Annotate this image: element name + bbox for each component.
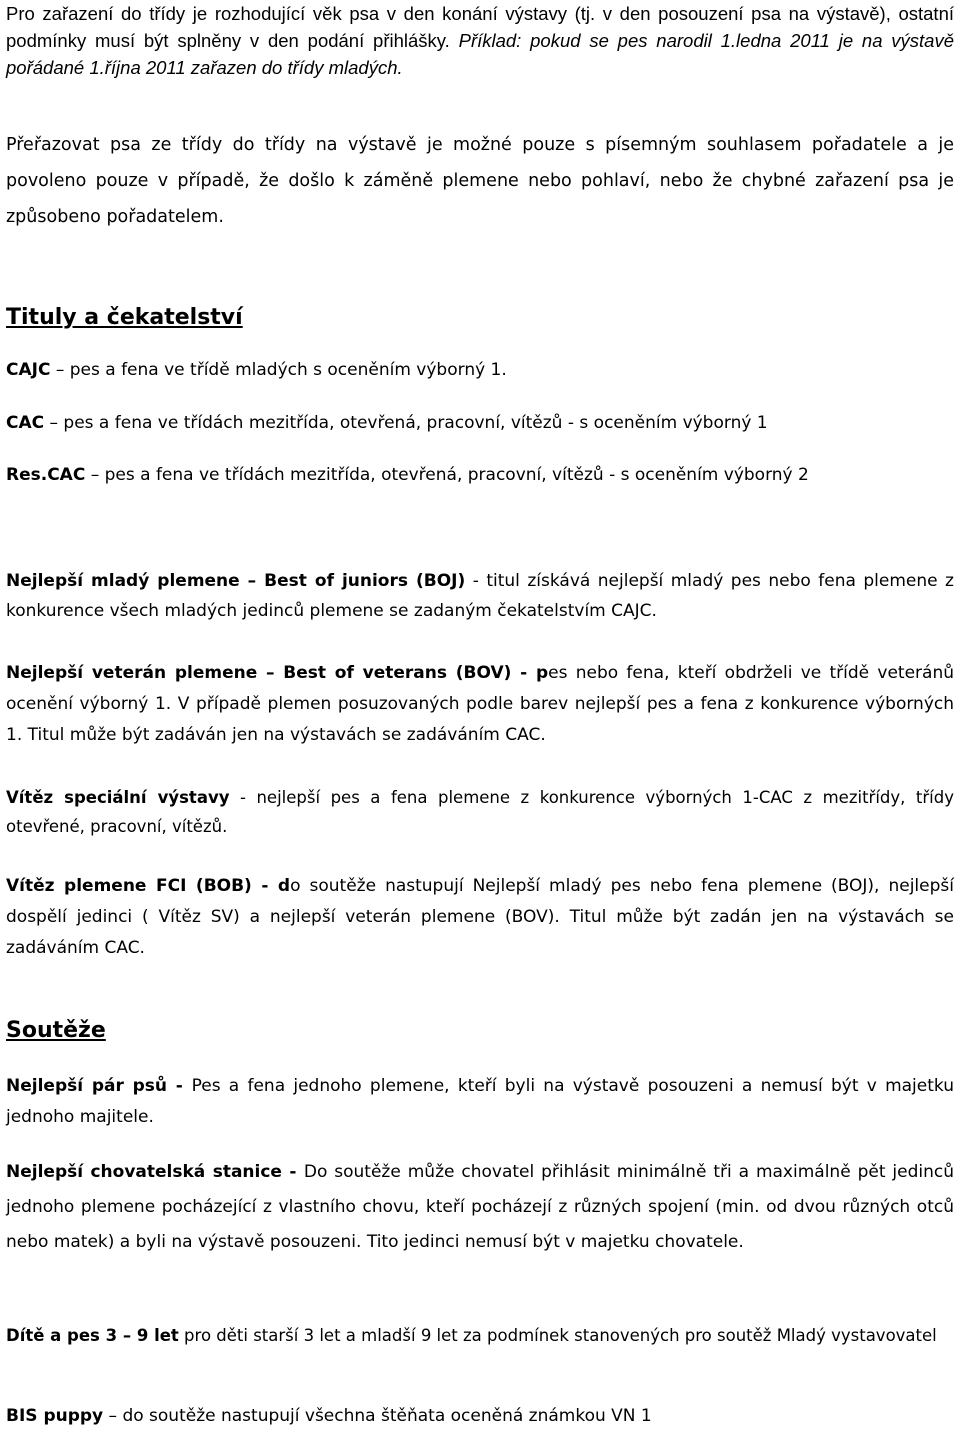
bis-puppy-paragraph [6, 1406, 652, 1426]
puppy-desc: – do soutěže nastupují všechna štěňata oceněná známkou VN 1 [103, 1406, 652, 1426]
title-desc: – pes a fena ve třídách mezitřída, otevřená, pracovní, vítězů - s oceněním výborný 1 [44, 413, 768, 433]
titles-heading: Tituly a čekatelství [6, 305, 243, 330]
title-row-res-cac [6, 465, 809, 485]
bov-term: Nejlepší veterán plemene – Best of veterans (BOV) - p [6, 663, 549, 683]
title-term: CAJC [6, 360, 51, 380]
special-desc: - nejlepší pes a fena plemene z konkurence výborných 1-CAC z mezitřídy, třídy otevřené, pracovní, vítězů. [6, 788, 954, 836]
bov-desc: es nebo fena, kteří obdrželi ve třídě veteránů ocenění výborný 1. V případě plemen posuzovaných podle barev nejlepší pes a fena z konkurence výborných 1. Titul může být zadáván jen na výstavách se zadáváním CAC. [6, 663, 954, 745]
pair-desc: Pes a fena jednoho plemene, kteří byli na výstavě posouzeni a nemusí být v majetku jednoho majitele. [6, 1076, 954, 1127]
child-term: Dítě a pes 3 – 9 let [6, 1326, 179, 1345]
intro-example: Příklad: pokud se pes narodil 1.ledna 2011 je na výstavě pořádané 1.října 2011 zařazen do třídy mladých. [6, 30, 954, 78]
bov-paragraph [6, 658, 954, 751]
bob-desc: o soutěže nastupují Nejlepší mladý pes nebo fena plemene (BOJ), nejlepší dospělí jedinci ( Vítěz SV) a nejlepší veterán plemene (BOV). Titul může být zadán jen na výstavách se zadáváním CAC. [6, 876, 954, 958]
child-dog-paragraph [6, 1319, 954, 1352]
title-desc: – pes a fena ve třídách mezitřída, otevřená, pracovní, vítězů - s oceněním výborný 2 [85, 465, 809, 485]
kennel-desc: Do soutěže může chovatel přihlásit minimálně tři a maximálně pět jedinců jednoho plemene pocházející z vlastního chovu, kteří pocházejí z různých spojení (min. od dvou různých otců nebo matek) a byli na výstavě posouzeni. Tito jedinci nemusí být v majetku chovatele. [6, 1162, 954, 1252]
title-row-cac [6, 413, 768, 433]
child-desc: pro děti starší 3 let a mladší 9 let za podmínek stanovených pro soutěž Mladý vystavovatel [178, 1326, 937, 1345]
special-winner-paragraph [6, 783, 954, 841]
kennel-term: Nejlepší chovatelská stanice - [6, 1162, 304, 1182]
intro-paragraph [6, 0, 954, 81]
title-term: CAC [6, 413, 45, 433]
title-desc: – pes a fena ve třídě mladých s oceněním výborný 1. [50, 360, 507, 380]
intro-text: Pro zařazení do třídy je rozhodující věk psa v den konání výstavy (tj. v den posouzení psa na výstavě), ostatní podmínky musí být splněny v den podání přihlášky. [6, 3, 954, 51]
competitions-heading: Soutěže [6, 1018, 106, 1043]
title-term: Res.CAC [6, 465, 86, 485]
boj-desc: - titul získává nejlepší mladý pes nebo fena plemene z konkurence všech mladých jedinců plemene se zadaným čekatelstvím CAJC. [6, 571, 954, 621]
boj-paragraph [6, 566, 954, 626]
special-term: Vítěz speciální výstavy [6, 788, 230, 807]
best-pair-paragraph [6, 1071, 954, 1133]
kennel-paragraph [6, 1155, 954, 1260]
boj-term: Nejlepší mladý plemene – Best of juniors (BOJ) [6, 571, 466, 591]
pair-term: Nejlepší pár psů - [6, 1076, 192, 1096]
reassignment-paragraph: Přeřazovat psa ze třídy do třídy na výstavě je možné pouze s písemným souhlasem pořadatele a je povoleno pouze v případě, že došlo k záměně plemene nebo pohlaví, nebo že chybné zařazení psa je způsobeno pořadatelem. [6, 135, 954, 227]
bob-term: Vítěz plemene FCI (BOB) - d [6, 876, 291, 896]
title-row-cajc [6, 360, 507, 380]
bob-paragraph [6, 871, 954, 964]
puppy-term: BIS puppy [6, 1406, 104, 1426]
